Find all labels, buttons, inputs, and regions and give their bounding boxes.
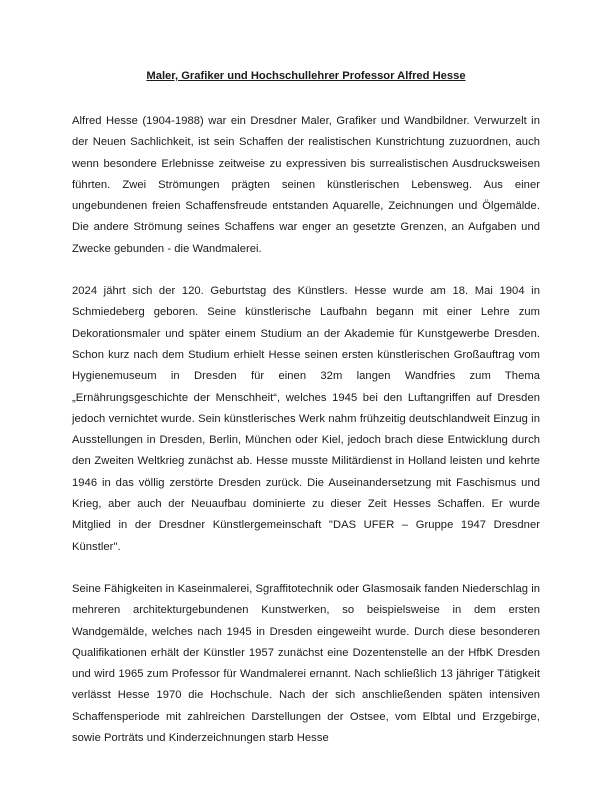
document-title: Maler, Grafiker und Hochschullehrer Professor Alfred Hesse: [146, 70, 466, 82]
paragraph-career: Seine Fähigkeiten in Kaseinmalerei, Sgraffitotechnik oder Glasmosaik fanden Niederschlag in mehreren architekturgebundenen Kunstwerken, so beispielsweise in dem ersten Wandgemälde, welches nach 1945 in Dresden eingeweiht wurde. Durch diese besonderen Qualifikationen erhält der Künstler 1957 zunächst eine Dozentenstelle an der HfbK Dresden und wird 1965 zum Professor für Wandmalerei ernannt. Nach schließlich 13 jähriger Tätigkeit verlässt Hesse 1970 die Hochschule. Nach der sich anschließenden späten intensiven Schaffensperiode mit zahlreichen Darstellungen der Ostsee, vom Elbtal und Erzgebirge, sowie Porträts und Kinderzeichnungen starb Hesse: [72, 582, 540, 745]
paragraph-biography: 2024 jährt sich der 120. Geburtstag des Künstlers. Hesse wurde am 18. Mai 1904 in Schmiedeberg geboren. Seine künstlerische Laufbahn begann mit einer Lehre zum Dekorationsmaler und später einem Studium an der Akademie für Kunstgewerbe Dresden. Schon kurz nach dem Studium erhielt Hesse seinen ersten künstlerischen Großauftrag vom Hygienemuseum in Dresden für einen 32m langen Wandfries zum Thema „Ernährungsgeschichte der Menschheit“, welches 1945 bei den Luftangriffen auf Dresden jedoch vernichtet wurde. Sein künstlerisches Werk nahm frühzeitig deutschlandweit Einzug in Ausstellungen in Dresden, Berlin, München oder Kiel, jedoch brach diese Entwicklung durch den Zweiten Weltkrieg zunächst ab. Hesse musste Militärdienst in Holland leisten und kehrte 1946 in das völlig zerstörte Dresden zurück. Die Auseinandersetzung mit Faschismus und Krieg, aber auch der Neuaufbau dominierte zu dieser Zeit Hesses Schaffen. Er wurde Mitglied in der Dresdner Künstlergemeinschaft "DAS UFER – Gruppe 1947 Dresdner Künstler".: [72, 285, 540, 553]
paragraph-intro: Alfred Hesse (1904-1988) war ein Dresdner Maler, Grafiker und Wandbildner. Verwurzelt in der Neuen Sachlichkeit, ist sein Schaffen der realistischen Kunstrichtung zuzuordnen, auch wenn besondere Erlebnisse zeitweise zu expressiven bis surrealistischen Ausdrucksweisen führten. Zwei Strömungen prägten seinen künstlerischen Lebensweg. Aus einer ungebundenen freien Schaffensfreude entstanden Aquarelle, Zeichnungen und Ölgemälde. Die andere Strömung seines Schaffens war enger an gesetzte Grenzen, an Aufgaben und Zwecke gebunden - die Wandmalerei.: [72, 115, 540, 255]
